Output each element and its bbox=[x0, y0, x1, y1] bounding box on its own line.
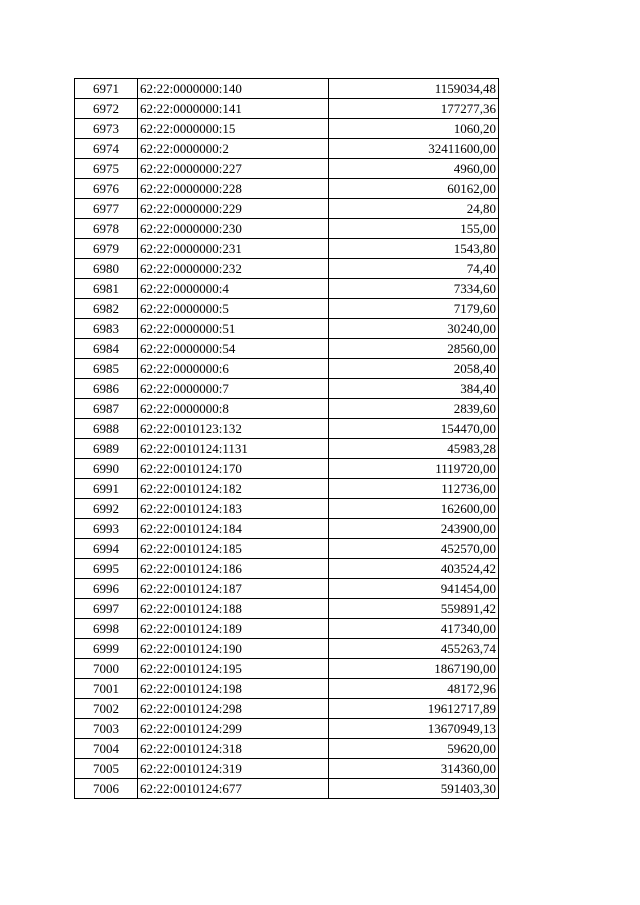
table-row bbox=[75, 699, 499, 719]
row-number-cell: 6972 bbox=[75, 99, 138, 119]
cadastral-number-cell: 62:22:0010124:1131 bbox=[138, 439, 329, 459]
value-cell: 7334,60 bbox=[329, 279, 499, 299]
cadastral-number-cell: 62:22:0000000:8 bbox=[138, 399, 329, 419]
table-row bbox=[75, 499, 499, 519]
row-number-cell: 6986 bbox=[75, 379, 138, 399]
cadastral-number-cell: 62:22:0000000:5 bbox=[138, 299, 329, 319]
cadastral-number-cell: 62:22:0000000:231 bbox=[138, 239, 329, 259]
table-row bbox=[75, 259, 499, 279]
cadastral-number-cell: 62:22:0010124:184 bbox=[138, 519, 329, 539]
cadastral-number-cell: 62:22:0000000:232 bbox=[138, 259, 329, 279]
cadastral-number-cell: 62:22:0000000:54 bbox=[138, 339, 329, 359]
row-number-cell: 6995 bbox=[75, 559, 138, 579]
value-cell: 243900,00 bbox=[329, 519, 499, 539]
cadastral-number-cell: 62:22:0010124:190 bbox=[138, 639, 329, 659]
cadastral-number-cell: 62:22:0000000:2 bbox=[138, 139, 329, 159]
cadastral-number-cell: 62:22:0010124:319 bbox=[138, 759, 329, 779]
value-cell: 1867190,00 bbox=[329, 659, 499, 679]
value-cell: 591403,30 bbox=[329, 779, 499, 799]
row-number-cell: 6988 bbox=[75, 419, 138, 439]
value-cell: 417340,00 bbox=[329, 619, 499, 639]
row-number-cell: 6998 bbox=[75, 619, 138, 639]
row-number-cell: 7006 bbox=[75, 779, 138, 799]
cadastral-number-cell: 62:22:0010124:188 bbox=[138, 599, 329, 619]
table-row bbox=[75, 319, 499, 339]
value-cell: 177277,36 bbox=[329, 99, 499, 119]
cadastral-number-cell: 62:22:0000000:6 bbox=[138, 359, 329, 379]
table-row bbox=[75, 539, 499, 559]
value-cell: 4960,00 bbox=[329, 159, 499, 179]
value-cell: 1543,80 bbox=[329, 239, 499, 259]
row-number-cell: 6991 bbox=[75, 479, 138, 499]
table-row bbox=[75, 119, 499, 139]
cadastral-number-cell: 62:22:0000000:227 bbox=[138, 159, 329, 179]
value-cell: 112736,00 bbox=[329, 479, 499, 499]
value-cell: 155,00 bbox=[329, 219, 499, 239]
table-row bbox=[75, 139, 499, 159]
table-row bbox=[75, 519, 499, 539]
table-row bbox=[75, 299, 499, 319]
cadastral-number-cell: 62:22:0010124:298 bbox=[138, 699, 329, 719]
value-cell: 32411600,00 bbox=[329, 139, 499, 159]
row-number-cell: 6984 bbox=[75, 339, 138, 359]
cadastral-number-cell: 62:22:0000000:230 bbox=[138, 219, 329, 239]
row-number-cell: 6976 bbox=[75, 179, 138, 199]
cadastral-number-cell: 62:22:0010124:186 bbox=[138, 559, 329, 579]
row-number-cell: 6994 bbox=[75, 539, 138, 559]
value-cell: 403524,42 bbox=[329, 559, 499, 579]
table-row bbox=[75, 239, 499, 259]
row-number-cell: 6971 bbox=[75, 79, 138, 99]
cadastral-number-cell: 62:22:0000000:7 bbox=[138, 379, 329, 399]
value-cell: 19612717,89 bbox=[329, 699, 499, 719]
cadastral-number-cell: 62:22:0000000:51 bbox=[138, 319, 329, 339]
row-number-cell: 7001 bbox=[75, 679, 138, 699]
value-cell: 74,40 bbox=[329, 259, 499, 279]
value-cell: 13670949,13 bbox=[329, 719, 499, 739]
table-row bbox=[75, 159, 499, 179]
table-row bbox=[75, 459, 499, 479]
table-row bbox=[75, 579, 499, 599]
cadastral-number-cell: 62:22:0010124:185 bbox=[138, 539, 329, 559]
cadastral-number-cell: 62:22:0010124:299 bbox=[138, 719, 329, 739]
row-number-cell: 6993 bbox=[75, 519, 138, 539]
table-row bbox=[75, 199, 499, 219]
row-number-cell: 6997 bbox=[75, 599, 138, 619]
table-row bbox=[75, 599, 499, 619]
value-cell: 452570,00 bbox=[329, 539, 499, 559]
value-cell: 24,80 bbox=[329, 199, 499, 219]
value-cell: 48172,96 bbox=[329, 679, 499, 699]
row-number-cell: 6974 bbox=[75, 139, 138, 159]
table-row bbox=[75, 79, 499, 99]
table-row bbox=[75, 419, 499, 439]
value-cell: 60162,00 bbox=[329, 179, 499, 199]
cadastral-number-cell: 62:22:0000000:141 bbox=[138, 99, 329, 119]
value-cell: 2839,60 bbox=[329, 399, 499, 419]
row-number-cell: 6978 bbox=[75, 219, 138, 239]
value-cell: 1060,20 bbox=[329, 119, 499, 139]
data-table bbox=[74, 78, 499, 799]
table-row bbox=[75, 619, 499, 639]
value-cell: 28560,00 bbox=[329, 339, 499, 359]
table-row bbox=[75, 719, 499, 739]
row-number-cell: 6987 bbox=[75, 399, 138, 419]
row-number-cell: 6985 bbox=[75, 359, 138, 379]
cadastral-number-cell: 62:22:0000000:15 bbox=[138, 119, 329, 139]
row-number-cell: 6975 bbox=[75, 159, 138, 179]
cadastral-number-cell: 62:22:0010124:198 bbox=[138, 679, 329, 699]
value-cell: 162600,00 bbox=[329, 499, 499, 519]
row-number-cell: 7005 bbox=[75, 759, 138, 779]
value-cell: 2058,40 bbox=[329, 359, 499, 379]
cadastral-number-cell: 62:22:0010124:187 bbox=[138, 579, 329, 599]
row-number-cell: 6996 bbox=[75, 579, 138, 599]
table-body bbox=[75, 79, 499, 799]
table-row bbox=[75, 659, 499, 679]
cadastral-number-cell: 62:22:0000000:229 bbox=[138, 199, 329, 219]
table-row bbox=[75, 179, 499, 199]
row-number-cell: 6999 bbox=[75, 639, 138, 659]
row-number-cell: 7003 bbox=[75, 719, 138, 739]
table-row bbox=[75, 359, 499, 379]
row-number-cell: 6980 bbox=[75, 259, 138, 279]
table-row bbox=[75, 379, 499, 399]
cadastral-number-cell: 62:22:0010124:170 bbox=[138, 459, 329, 479]
value-cell: 7179,60 bbox=[329, 299, 499, 319]
value-cell: 30240,00 bbox=[329, 319, 499, 339]
table-row bbox=[75, 339, 499, 359]
row-number-cell: 7000 bbox=[75, 659, 138, 679]
table-row bbox=[75, 99, 499, 119]
cadastral-number-cell: 62:22:0010124:189 bbox=[138, 619, 329, 639]
value-cell: 941454,00 bbox=[329, 579, 499, 599]
table-row bbox=[75, 779, 499, 799]
row-number-cell: 6973 bbox=[75, 119, 138, 139]
row-number-cell: 6989 bbox=[75, 439, 138, 459]
table-row bbox=[75, 739, 499, 759]
cadastral-number-cell: 62:22:0000000:228 bbox=[138, 179, 329, 199]
row-number-cell: 6982 bbox=[75, 299, 138, 319]
row-number-cell: 6983 bbox=[75, 319, 138, 339]
table-row bbox=[75, 219, 499, 239]
row-number-cell: 6981 bbox=[75, 279, 138, 299]
table-row bbox=[75, 439, 499, 459]
row-number-cell: 6992 bbox=[75, 499, 138, 519]
cadastral-number-cell: 62:22:0010124:318 bbox=[138, 739, 329, 759]
table-row bbox=[75, 279, 499, 299]
value-cell: 154470,00 bbox=[329, 419, 499, 439]
table-row bbox=[75, 479, 499, 499]
cadastral-number-cell: 62:22:0010124:677 bbox=[138, 779, 329, 799]
cadastral-number-cell: 62:22:0000000:4 bbox=[138, 279, 329, 299]
value-cell: 559891,42 bbox=[329, 599, 499, 619]
value-cell: 455263,74 bbox=[329, 639, 499, 659]
value-cell: 314360,00 bbox=[329, 759, 499, 779]
value-cell: 59620,00 bbox=[329, 739, 499, 759]
row-number-cell: 7004 bbox=[75, 739, 138, 759]
value-cell: 45983,28 bbox=[329, 439, 499, 459]
table-row bbox=[75, 399, 499, 419]
cadastral-number-cell: 62:22:0010124:183 bbox=[138, 499, 329, 519]
row-number-cell: 7002 bbox=[75, 699, 138, 719]
value-cell: 384,40 bbox=[329, 379, 499, 399]
row-number-cell: 6979 bbox=[75, 239, 138, 259]
row-number-cell: 6990 bbox=[75, 459, 138, 479]
table-row bbox=[75, 759, 499, 779]
table-row bbox=[75, 639, 499, 659]
cadastral-number-cell: 62:22:0010124:195 bbox=[138, 659, 329, 679]
cadastral-number-cell: 62:22:0010123:132 bbox=[138, 419, 329, 439]
table-row bbox=[75, 679, 499, 699]
cadastral-number-cell: 62:22:0010124:182 bbox=[138, 479, 329, 499]
row-number-cell: 6977 bbox=[75, 199, 138, 219]
value-cell: 1159034,48 bbox=[329, 79, 499, 99]
cadastral-number-cell: 62:22:0000000:140 bbox=[138, 79, 329, 99]
value-cell: 1119720,00 bbox=[329, 459, 499, 479]
table-row bbox=[75, 559, 499, 579]
